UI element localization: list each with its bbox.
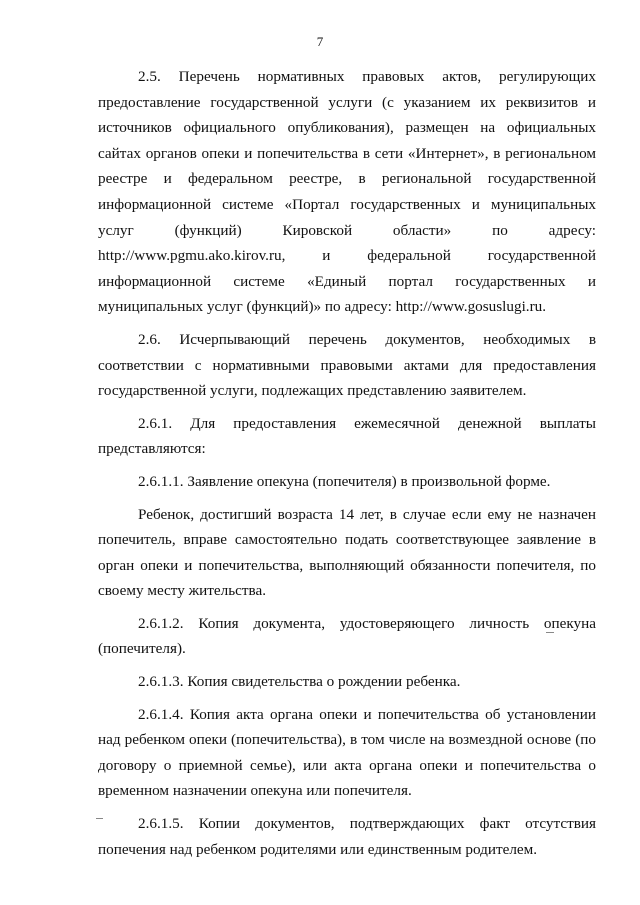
paragraph-2-6-1-5: 2.6.1.5. Копии документов, подтверждающих факт отсутствия попечения над ребенком родителями или единственным родителем. (98, 815, 596, 858)
paragraph-2-6: 2.6. Исчерпывающий перечень документов, необходимых в соответствии с нормативными правовыми актами для предоставления государственной услуги, подлежащих представлению заявителем. (98, 330, 596, 400)
paragraph-2-5: 2.5. Перечень нормативных правовых актов, регулирующих предоставление государственной услуги (с указанием их реквизитов и источников официального опубликования), размещен на официальных сайтах органов опеки и попечительства в сети «Интернет», в региональном реестре и федеральном реестре, в региональной государственной информационной системе «Портал государственных и муниципальных услуг (функций) Кировской области» по адресу: http://www.pgmu.ako.kirov.ru, и федеральной государственной информационной системе «Единый портал государственных и муниципальных услуг (функций)» по адресу: http://www.gosuslugi.ru. (98, 68, 596, 316)
paragraph-2-6-1: 2.6.1. Для предоставления ежемесячной денежной выплаты представляются: (98, 414, 596, 458)
scan-speck (546, 632, 554, 633)
paragraph-2-6-1-4: 2.6.1.4. Копия акта органа опеки и попечительства об установлении над ребенком опеки (попечительства), в том числе на возмездной основе (по договору о приемной семье), или акта органа опеки и попечительства о временном назначении опекуна или попечителя. (98, 705, 596, 800)
document-body (98, 64, 596, 863)
page-number: 7 (316, 34, 324, 49)
paragraph-2-6-1-3: 2.6.1.3. Копия свидетельства о рождении ребенка. (138, 673, 461, 691)
paragraph-2-6-1-1: 2.6.1.1. Заявление опекуна (попечителя) в произвольной форме. (138, 472, 551, 490)
paragraph-child-14: Ребенок, достигший возраста 14 лет, в случае если ему не назначен попечитель, вправе самостоятельно подать соответствующее заявление в орган опеки и попечительства, выполняющий обязанности попечителя, по своему месту жительства. (98, 505, 596, 600)
paragraph-2-6-1-2: 2.6.1.2. Копия документа, удостоверяющего личность опекуна (попечителя). (98, 614, 596, 658)
scan-speck (96, 818, 103, 819)
